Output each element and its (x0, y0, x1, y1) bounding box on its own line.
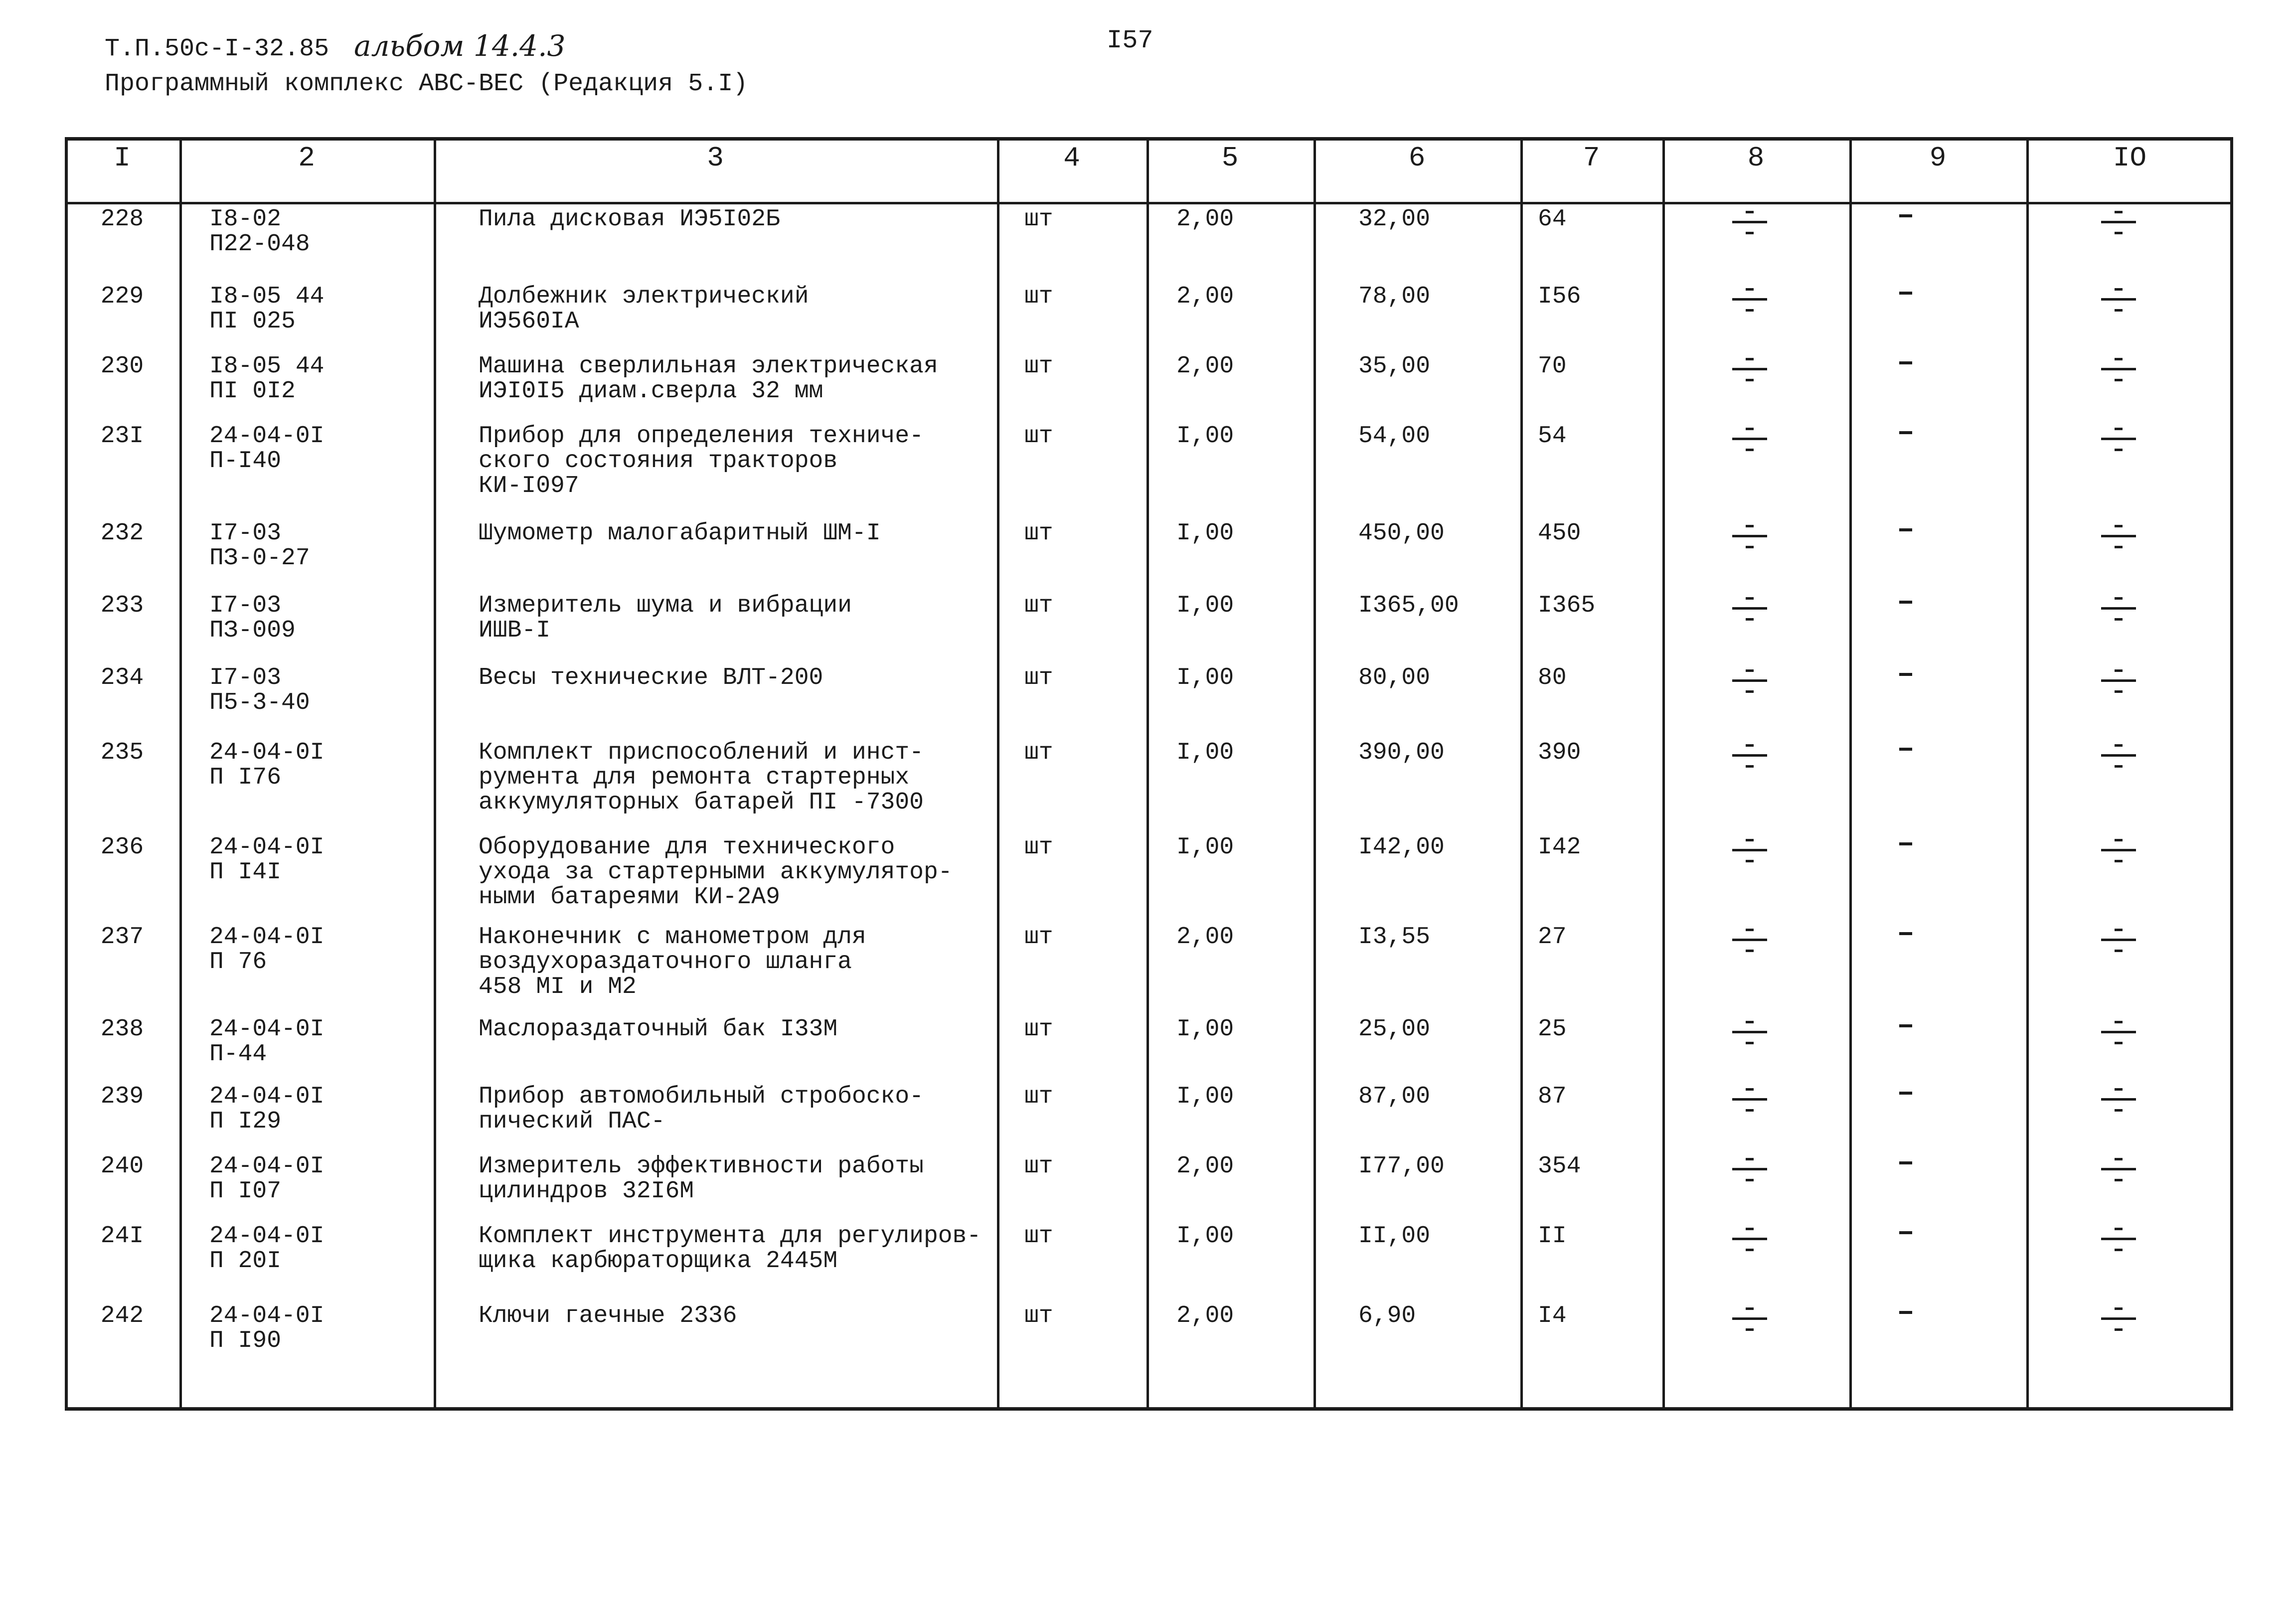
column-separator (434, 137, 436, 1411)
quantity: 2,00 (1176, 353, 1234, 380)
text-line: 24-04-0I (209, 1153, 325, 1180)
table-header-rule (65, 202, 2233, 204)
item-code (209, 521, 310, 571)
division-mark (2101, 1219, 2136, 1259)
division-mark (2101, 349, 2136, 389)
text-line: Измеритель эффективности работы (479, 1153, 924, 1180)
text-line: I8-05 44 (209, 353, 325, 380)
row-number: 238 (100, 1016, 144, 1043)
division-mark (2101, 920, 2136, 960)
item-name (479, 284, 809, 334)
item-name (479, 521, 881, 546)
text-line: I7-03 (209, 664, 282, 691)
text-line: ИЭ560IА (479, 308, 579, 335)
text-line: воздухораздаточного шланга (479, 949, 852, 975)
row-number: 242 (100, 1302, 144, 1329)
unit-price: II,00 (1358, 1223, 1431, 1250)
text-line: 24-04-0I (209, 423, 325, 450)
unit-price: 450,00 (1358, 520, 1445, 547)
unit: шт (1024, 353, 1053, 380)
text-line: Комплект инструмента для регулиров- (479, 1223, 982, 1250)
text-line: пический ПАС- (479, 1108, 665, 1135)
quantity: 2,00 (1176, 206, 1234, 233)
text-line: 24-04-0I (209, 834, 325, 861)
quantity: I,00 (1176, 592, 1234, 619)
unit-price: 80,00 (1358, 664, 1431, 691)
item-name (479, 665, 823, 690)
column-header: IO (2113, 142, 2147, 174)
text-line: Комплект приспособлений и инст- (479, 739, 924, 766)
unit: шт (1024, 1153, 1053, 1180)
total-amount: I365 (1538, 592, 1596, 619)
division-mark (1732, 516, 1767, 556)
item-code (209, 593, 296, 643)
unit-price: I77,00 (1358, 1153, 1445, 1180)
quantity: I,00 (1176, 520, 1234, 547)
item-code (209, 1303, 324, 1353)
text-line: I8-02 (209, 206, 282, 233)
dash-mark (1899, 1092, 1912, 1095)
text-line: 458 МI и М2 (479, 973, 637, 1000)
row-number: 233 (100, 592, 144, 619)
unit: шт (1024, 664, 1053, 691)
unit-price: 87,00 (1358, 1083, 1431, 1110)
total-amount: I56 (1538, 283, 1581, 310)
quantity: 2,00 (1176, 283, 1234, 310)
division-mark (1732, 1219, 1767, 1259)
text-line: П I07 (209, 1178, 282, 1205)
unit-price: 35,00 (1358, 353, 1431, 380)
column-separator (2026, 137, 2029, 1411)
table-outer-border (2230, 137, 2233, 1411)
unit-price: 32,00 (1358, 206, 1431, 233)
division-mark (2101, 1012, 2136, 1052)
unit: шт (1024, 423, 1053, 450)
division-mark (2101, 830, 2136, 870)
unit-price: I3,55 (1358, 924, 1431, 951)
column-separator (1849, 137, 1852, 1411)
page-number: I57 (1107, 26, 1153, 55)
unit-price: 54,00 (1358, 423, 1431, 450)
unit: шт (1024, 739, 1053, 766)
unit-price: I365,00 (1358, 592, 1459, 619)
text-line: 24-04-0I (209, 1223, 325, 1250)
program-title: Программный комплекс АВС-ВЕС (Редакция 5.I) (105, 70, 748, 98)
division-mark (2101, 1298, 2136, 1338)
total-amount: 87 (1538, 1083, 1567, 1110)
text-line: П 20I (209, 1248, 282, 1275)
text-line: П-I40 (209, 448, 282, 475)
division-mark (1732, 1298, 1767, 1338)
quantity: I,00 (1176, 664, 1234, 691)
text-line: 24-04-0I (209, 1083, 325, 1110)
text-line: ИШВ-I (479, 617, 551, 644)
row-number: 232 (100, 520, 144, 547)
division-mark (1732, 830, 1767, 870)
total-amount: 450 (1538, 520, 1581, 547)
division-mark (1732, 920, 1767, 960)
division-mark (1732, 279, 1767, 319)
quantity: I,00 (1176, 1083, 1234, 1110)
division-mark (2101, 660, 2136, 700)
item-name (479, 740, 924, 815)
text-line: ИЭI0I5 диам.сверла 32 мм (479, 378, 823, 405)
division-mark (1732, 1012, 1767, 1052)
total-amount: 80 (1538, 664, 1567, 691)
text-line: 24-04-0I (209, 1016, 325, 1043)
text-line: 24-04-0I (209, 1302, 325, 1329)
item-name (479, 835, 953, 910)
quantity: I,00 (1176, 423, 1234, 450)
row-number: 240 (100, 1153, 144, 1180)
division-mark (2101, 516, 2136, 556)
text-line: Пила дисковая ИЭ5I02Б (479, 206, 780, 233)
unit: шт (1024, 520, 1053, 547)
unit: шт (1024, 206, 1053, 233)
column-header: 3 (707, 142, 724, 174)
total-amount: I42 (1538, 834, 1581, 861)
unit: шт (1024, 1016, 1053, 1043)
column-header: 2 (298, 142, 315, 174)
text-line: 24-04-0I (209, 924, 325, 951)
division-mark (1732, 349, 1767, 389)
dash-mark (1899, 748, 1912, 751)
text-line: 24-04-0I (209, 739, 325, 766)
division-mark (2101, 279, 2136, 319)
text-line: I8-05 44 (209, 283, 325, 310)
text-line: КИ-I097 (479, 473, 579, 499)
text-line: ными батареями КИ-2А9 (479, 884, 780, 911)
row-number: 239 (100, 1083, 144, 1110)
dash-mark (1899, 932, 1912, 935)
item-code (209, 284, 324, 334)
column-separator (997, 137, 999, 1411)
dash-mark (1899, 673, 1912, 676)
unit-price: 25,00 (1358, 1016, 1431, 1043)
text-line: Прибор для определения техниче- (479, 423, 924, 450)
dash-mark (1899, 528, 1912, 531)
unit: шт (1024, 924, 1053, 951)
division-mark (1732, 1079, 1767, 1119)
row-number: 234 (100, 664, 144, 691)
column-header: 8 (1747, 142, 1765, 174)
column-header: I (114, 142, 131, 174)
unit-price: 6,90 (1358, 1302, 1416, 1329)
quantity: 2,00 (1176, 924, 1234, 951)
total-amount: 64 (1538, 206, 1567, 233)
column-separator (179, 137, 182, 1411)
total-amount: 390 (1538, 739, 1581, 766)
text-line: цилиндров 32I6М (479, 1178, 694, 1205)
text-line: П I4I (209, 859, 282, 886)
text-line: П I76 (209, 764, 282, 791)
item-code (209, 1084, 324, 1134)
quantity: I,00 (1176, 834, 1234, 861)
division-mark (2101, 735, 2136, 775)
quantity: I,00 (1176, 1223, 1234, 1250)
total-amount: II (1538, 1223, 1567, 1250)
text-line: Измеритель шума и вибрации (479, 592, 852, 619)
unit: шт (1024, 834, 1053, 861)
column-separator (1313, 137, 1316, 1411)
dash-mark (1899, 1231, 1912, 1234)
column-separator (1520, 137, 1523, 1411)
dash-mark (1899, 361, 1912, 364)
text-line: Шумометр малогабаритный ШМ-I (479, 520, 881, 547)
total-amount: 70 (1538, 353, 1567, 380)
item-name (479, 424, 924, 498)
item-name (479, 354, 938, 404)
item-code (209, 207, 310, 257)
unit: шт (1024, 592, 1053, 619)
row-number: 237 (100, 924, 144, 951)
unit: шт (1024, 283, 1053, 310)
item-name (479, 1017, 837, 1042)
text-line: Прибор автомобильный стробоско- (479, 1083, 924, 1110)
column-header: 9 (1929, 142, 1947, 174)
total-amount: 25 (1538, 1016, 1567, 1043)
column-separator (1147, 137, 1149, 1411)
division-mark (2101, 1079, 2136, 1119)
dash-mark (1899, 1024, 1912, 1027)
item-code (209, 1154, 324, 1204)
text-line: ухода за стартерными аккумулятор- (479, 859, 953, 886)
text-line: аккумуляторных батарей ПI -7300 (479, 789, 924, 816)
total-amount: 354 (1538, 1153, 1581, 1180)
item-name (479, 925, 866, 999)
quantity: I,00 (1176, 1016, 1234, 1043)
row-number: 24I (100, 1223, 144, 1250)
dash-mark (1899, 292, 1912, 295)
unit: шт (1024, 1083, 1053, 1110)
text-line: Наконечник с манометром для (479, 924, 866, 951)
text-line: I7-03 (209, 592, 282, 619)
album-note: альбом 14.4.3 (354, 29, 566, 63)
unit: шт (1024, 1223, 1053, 1250)
dash-mark (1899, 431, 1912, 434)
column-header: 4 (1063, 142, 1080, 174)
column-header: 7 (1583, 142, 1600, 174)
total-amount: 54 (1538, 423, 1567, 450)
item-name (479, 1303, 737, 1328)
text-line: ского состояния тракторов (479, 448, 838, 475)
item-code (209, 354, 324, 404)
dash-mark (1899, 214, 1912, 217)
unit: шт (1024, 1302, 1053, 1329)
table-outer-border (65, 137, 68, 1411)
text-line: П22-048 (209, 231, 310, 258)
text-line: Долбежник электрический (479, 283, 809, 310)
item-code (209, 925, 324, 974)
division-mark (2101, 1149, 2136, 1189)
text-line: Оборудование для технического (479, 834, 895, 861)
item-code (209, 1224, 324, 1274)
dash-mark (1899, 601, 1912, 604)
dash-mark (1899, 1311, 1912, 1314)
text-line: щика карбюраторщика 2445М (479, 1248, 838, 1275)
dash-mark (1899, 1161, 1912, 1164)
text-line: ПЗ-0-27 (209, 545, 310, 572)
division-mark (1732, 735, 1767, 775)
item-name (479, 1084, 924, 1134)
quantity: I,00 (1176, 739, 1234, 766)
item-code (209, 424, 324, 474)
division-mark (2101, 202, 2136, 242)
row-number: 229 (100, 283, 144, 310)
row-number: 228 (100, 206, 144, 233)
document-code: Т.П.50с-I-32.85 (105, 35, 329, 63)
row-number: 236 (100, 834, 144, 861)
item-name (479, 1224, 981, 1274)
text-line: ПI 0I2 (209, 378, 296, 405)
text-line: I7-03 (209, 520, 282, 547)
division-mark (2101, 419, 2136, 459)
text-line: П-44 (209, 1041, 267, 1068)
equipment-table (65, 137, 2233, 1411)
division-mark (1732, 419, 1767, 459)
item-code (209, 740, 324, 790)
total-amount: I4 (1538, 1302, 1567, 1329)
text-line: Весы технические ВЛТ-200 (479, 664, 823, 691)
text-line: Маслораздаточный бак I33М (479, 1016, 838, 1043)
unit-price: 78,00 (1358, 283, 1431, 310)
text-line: Машина сверлильная электрическая (479, 353, 938, 380)
text-line: ПЗ-009 (209, 617, 296, 644)
item-code (209, 1017, 324, 1067)
quantity: 2,00 (1176, 1302, 1234, 1329)
text-line: П 76 (209, 949, 267, 975)
total-amount: 27 (1538, 924, 1567, 951)
column-header: 6 (1408, 142, 1426, 174)
division-mark (1732, 588, 1767, 628)
division-mark (1732, 1149, 1767, 1189)
dash-mark (1899, 842, 1912, 845)
division-mark (2101, 588, 2136, 628)
text-line: румента для ремонта стартерных (479, 764, 910, 791)
item-name (479, 207, 780, 232)
column-header: 5 (1221, 142, 1239, 174)
column-separator (1662, 137, 1665, 1411)
item-code (209, 665, 310, 715)
item-code (209, 835, 324, 885)
row-number: 235 (100, 739, 144, 766)
table-bottom-border (65, 1407, 2233, 1411)
row-number: 23I (100, 423, 144, 450)
item-name (479, 1154, 924, 1204)
item-name (479, 593, 852, 643)
unit-price: I42,00 (1358, 834, 1445, 861)
text-line: П I90 (209, 1327, 282, 1354)
table-top-border (65, 137, 2233, 141)
unit-price: 390,00 (1358, 739, 1445, 766)
text-line: П I29 (209, 1108, 282, 1135)
text-line: П5-3-40 (209, 689, 310, 716)
text-line: ПI 025 (209, 308, 296, 335)
division-mark (1732, 660, 1767, 700)
quantity: 2,00 (1176, 1153, 1234, 1180)
division-mark (1732, 202, 1767, 242)
row-number: 230 (100, 353, 144, 380)
text-line: Ключи гаечные 2336 (479, 1302, 737, 1329)
